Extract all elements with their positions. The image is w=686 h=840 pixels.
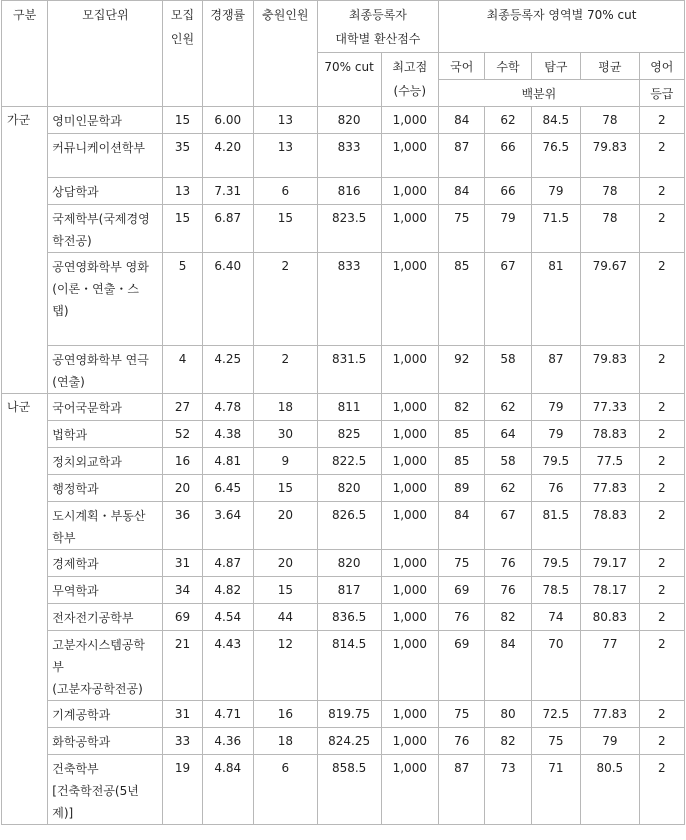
math-cell: 62 [485, 107, 531, 134]
avg-cell: 79.17 [581, 550, 640, 577]
quota-cell: 34 [163, 577, 202, 604]
avg-cell: 79.67 [581, 253, 640, 346]
cut70-cell: 820 [317, 550, 381, 577]
math-cell: 82 [485, 604, 531, 631]
kor-cell: 87 [439, 755, 485, 825]
eng-cell: 2 [639, 205, 684, 253]
eng-cell: 2 [639, 604, 684, 631]
unit-cell: 화학공학과 [48, 728, 163, 755]
quota-cell: 52 [163, 421, 202, 448]
filled-cell: 15 [253, 475, 317, 502]
header-percentile: 백분위 [439, 80, 640, 107]
inq-cell: 78.5 [531, 577, 580, 604]
max-cell: 1,000 [381, 755, 439, 825]
cut70-cell: 858.5 [317, 755, 381, 825]
eng-cell: 2 [639, 178, 684, 205]
header-ratio: 경쟁률 [202, 1, 253, 107]
cut70-cell: 822.5 [317, 448, 381, 475]
quota-cell: 5 [163, 253, 202, 346]
table-row [2, 346, 685, 394]
eng-cell: 2 [639, 755, 684, 825]
inq-cell: 76.5 [531, 134, 580, 178]
unit-cell: 법학과 [48, 421, 163, 448]
inq-cell: 81.5 [531, 502, 580, 550]
quota-cell: 20 [163, 475, 202, 502]
inq-cell: 72.5 [531, 701, 580, 728]
ratio-cell: 4.84 [202, 755, 253, 825]
kor-cell: 85 [439, 448, 485, 475]
max-cell: 1,000 [381, 253, 439, 346]
math-cell: 79 [485, 205, 531, 253]
max-cell: 1,000 [381, 107, 439, 134]
max-cell: 1,000 [381, 701, 439, 728]
filled-cell: 6 [253, 755, 317, 825]
max-cell: 1,000 [381, 728, 439, 755]
cut70-cell: 819.75 [317, 701, 381, 728]
kor-cell: 87 [439, 134, 485, 178]
filled-cell: 13 [253, 107, 317, 134]
eng-cell: 2 [639, 134, 684, 178]
inq-cell: 79.5 [531, 448, 580, 475]
quota-cell: 36 [163, 502, 202, 550]
math-cell: 76 [485, 550, 531, 577]
eng-cell: 2 [639, 253, 684, 346]
math-cell: 73 [485, 755, 531, 825]
ratio-cell: 6.45 [202, 475, 253, 502]
eng-cell: 2 [639, 550, 684, 577]
eng-cell: 2 [639, 631, 684, 701]
unit-cell: 고분자시스템공학부 (고분자공학전공) [48, 631, 163, 701]
filled-cell: 2 [253, 253, 317, 346]
table-row [2, 502, 685, 550]
ratio-cell: 6.87 [202, 205, 253, 253]
filled-cell: 13 [253, 134, 317, 178]
inq-cell: 84.5 [531, 107, 580, 134]
filled-cell: 44 [253, 604, 317, 631]
filled-cell: 16 [253, 701, 317, 728]
kor-cell: 69 [439, 577, 485, 604]
kor-cell: 82 [439, 394, 485, 421]
table-row [2, 394, 685, 421]
ratio-cell: 4.25 [202, 346, 253, 394]
quota-cell: 15 [163, 107, 202, 134]
ratio-cell: 4.71 [202, 701, 253, 728]
inq-cell: 71.5 [531, 205, 580, 253]
filled-cell: 2 [253, 346, 317, 394]
unit-cell: 기계공학과 [48, 701, 163, 728]
ratio-cell: 4.20 [202, 134, 253, 178]
unit-cell: 국제학부(국제경영학전공) [48, 205, 163, 253]
cut70-cell: 824.25 [317, 728, 381, 755]
avg-cell: 79.83 [581, 134, 640, 178]
cut70-cell: 833 [317, 253, 381, 346]
header-grade: 등급 [639, 80, 684, 107]
avg-cell: 78.17 [581, 577, 640, 604]
eng-cell: 2 [639, 728, 684, 755]
eng-cell: 2 [639, 701, 684, 728]
math-cell: 58 [485, 448, 531, 475]
table-row [2, 421, 685, 448]
quota-cell: 13 [163, 178, 202, 205]
inq-cell: 79.5 [531, 550, 580, 577]
eng-cell: 2 [639, 502, 684, 550]
header-area-group: 최종등록자 영역별 70% cut [439, 1, 685, 53]
avg-cell: 80.5 [581, 755, 640, 825]
avg-cell: 77.83 [581, 701, 640, 728]
max-cell: 1,000 [381, 550, 439, 577]
filled-cell: 15 [253, 577, 317, 604]
ratio-cell: 6.00 [202, 107, 253, 134]
math-cell: 64 [485, 421, 531, 448]
math-cell: 76 [485, 577, 531, 604]
header-kor: 국어 [439, 53, 485, 80]
filled-cell: 30 [253, 421, 317, 448]
math-cell: 67 [485, 502, 531, 550]
inq-cell: 81 [531, 253, 580, 346]
quota-cell: 4 [163, 346, 202, 394]
ratio-cell: 4.82 [202, 577, 253, 604]
max-cell: 1,000 [381, 502, 439, 550]
kor-cell: 84 [439, 107, 485, 134]
avg-cell: 77.83 [581, 475, 640, 502]
quota-cell: 27 [163, 394, 202, 421]
ratio-cell: 4.87 [202, 550, 253, 577]
avg-cell: 77 [581, 631, 640, 701]
kor-cell: 69 [439, 631, 485, 701]
filled-cell: 20 [253, 550, 317, 577]
ratio-cell: 4.81 [202, 448, 253, 475]
table-row [2, 701, 685, 728]
table-row [2, 253, 685, 346]
header-score-group: 최종등록자 대학별 환산점수 [317, 1, 438, 53]
quota-cell: 35 [163, 134, 202, 178]
kor-cell: 75 [439, 701, 485, 728]
kor-cell: 84 [439, 502, 485, 550]
eng-cell: 2 [639, 577, 684, 604]
eng-cell: 2 [639, 448, 684, 475]
kor-cell: 89 [439, 475, 485, 502]
quota-cell: 33 [163, 728, 202, 755]
kor-cell: 75 [439, 550, 485, 577]
table-row [2, 448, 685, 475]
ratio-cell: 4.38 [202, 421, 253, 448]
cut70-cell: 814.5 [317, 631, 381, 701]
kor-cell: 75 [439, 205, 485, 253]
filled-cell: 18 [253, 394, 317, 421]
math-cell: 82 [485, 728, 531, 755]
quota-cell: 21 [163, 631, 202, 701]
math-cell: 62 [485, 475, 531, 502]
max-cell: 1,000 [381, 448, 439, 475]
avg-cell: 79 [581, 728, 640, 755]
ratio-cell: 4.36 [202, 728, 253, 755]
cut70-cell: 825 [317, 421, 381, 448]
eng-cell: 2 [639, 107, 684, 134]
max-cell: 1,000 [381, 134, 439, 178]
unit-cell: 공연영화학부 영화 (이론・연출・스탭) [48, 253, 163, 346]
header-max: 최고점 (수능) [381, 53, 439, 107]
quota-cell: 19 [163, 755, 202, 825]
inq-cell: 87 [531, 346, 580, 394]
max-cell: 1,000 [381, 178, 439, 205]
group-label: 나군 [2, 394, 48, 825]
filled-cell: 9 [253, 448, 317, 475]
group-label: 가군 [2, 107, 48, 394]
cut70-cell: 820 [317, 475, 381, 502]
header-avg: 평균 [581, 53, 640, 80]
quota-cell: 16 [163, 448, 202, 475]
math-cell: 84 [485, 631, 531, 701]
avg-cell: 77.33 [581, 394, 640, 421]
max-cell: 1,000 [381, 577, 439, 604]
ratio-cell: 4.54 [202, 604, 253, 631]
inq-cell: 70 [531, 631, 580, 701]
max-cell: 1,000 [381, 394, 439, 421]
header-filled: 충원인원 [253, 1, 317, 107]
avg-cell: 80.83 [581, 604, 640, 631]
filled-cell: 15 [253, 205, 317, 253]
math-cell: 62 [485, 394, 531, 421]
inq-cell: 79 [531, 421, 580, 448]
eng-cell: 2 [639, 421, 684, 448]
table-row [2, 178, 685, 205]
unit-cell: 공연영화학부 연극(연출) [48, 346, 163, 394]
table-row [2, 134, 685, 178]
ratio-cell: 4.43 [202, 631, 253, 701]
kor-cell: 92 [439, 346, 485, 394]
header-cut70: 70% cut [317, 53, 381, 107]
cut70-cell: 816 [317, 178, 381, 205]
avg-cell: 78 [581, 205, 640, 253]
table-row [2, 475, 685, 502]
unit-cell: 건축학부 [건축학전공(5년제)] [48, 755, 163, 825]
unit-cell: 국어국문학과 [48, 394, 163, 421]
header-gubun: 구분 [2, 1, 48, 107]
max-cell: 1,000 [381, 604, 439, 631]
filled-cell: 18 [253, 728, 317, 755]
table-row [2, 604, 685, 631]
table-body [2, 107, 685, 825]
filled-cell: 20 [253, 502, 317, 550]
cut70-cell: 811 [317, 394, 381, 421]
quota-cell: 31 [163, 550, 202, 577]
eng-cell: 2 [639, 346, 684, 394]
unit-cell: 도시계획・부동산학부 [48, 502, 163, 550]
eng-cell: 2 [639, 394, 684, 421]
unit-cell: 정치외교학과 [48, 448, 163, 475]
header-inquiry: 탐구 [531, 53, 580, 80]
max-cell: 1,000 [381, 421, 439, 448]
max-cell: 1,000 [381, 346, 439, 394]
admission-table [1, 0, 685, 825]
inq-cell: 74 [531, 604, 580, 631]
avg-cell: 79.83 [581, 346, 640, 394]
unit-cell: 전자전기공학부 [48, 604, 163, 631]
unit-cell: 커뮤니케이션학부 [48, 134, 163, 178]
table-row [2, 728, 685, 755]
header-eng: 영어 [639, 53, 684, 80]
cut70-cell: 833 [317, 134, 381, 178]
ratio-cell: 4.78 [202, 394, 253, 421]
cut70-cell: 826.5 [317, 502, 381, 550]
table-row [2, 107, 685, 134]
cut70-cell: 836.5 [317, 604, 381, 631]
inq-cell: 71 [531, 755, 580, 825]
ratio-cell: 3.64 [202, 502, 253, 550]
cut70-cell: 820 [317, 107, 381, 134]
cut70-cell: 823.5 [317, 205, 381, 253]
header-math: 수학 [485, 53, 531, 80]
kor-cell: 76 [439, 604, 485, 631]
max-cell: 1,000 [381, 475, 439, 502]
quota-cell: 69 [163, 604, 202, 631]
avg-cell: 78.83 [581, 421, 640, 448]
eng-cell: 2 [639, 475, 684, 502]
kor-cell: 85 [439, 253, 485, 346]
math-cell: 80 [485, 701, 531, 728]
max-cell: 1,000 [381, 631, 439, 701]
unit-cell: 무역학과 [48, 577, 163, 604]
avg-cell: 78 [581, 178, 640, 205]
unit-cell: 상담학과 [48, 178, 163, 205]
ratio-cell: 6.40 [202, 253, 253, 346]
avg-cell: 77.5 [581, 448, 640, 475]
math-cell: 66 [485, 178, 531, 205]
math-cell: 66 [485, 134, 531, 178]
kor-cell: 84 [439, 178, 485, 205]
max-cell: 1,000 [381, 205, 439, 253]
unit-cell: 행정학과 [48, 475, 163, 502]
table-row [2, 755, 685, 825]
header-unit: 모집단위 [48, 1, 163, 107]
ratio-cell: 7.31 [202, 178, 253, 205]
cut70-cell: 817 [317, 577, 381, 604]
cut70-cell: 831.5 [317, 346, 381, 394]
filled-cell: 12 [253, 631, 317, 701]
math-cell: 58 [485, 346, 531, 394]
unit-cell: 영미인문학과 [48, 107, 163, 134]
inq-cell: 79 [531, 178, 580, 205]
table-row [2, 631, 685, 701]
math-cell: 67 [485, 253, 531, 346]
table-row [2, 577, 685, 604]
table-row [2, 550, 685, 577]
kor-cell: 85 [439, 421, 485, 448]
quota-cell: 15 [163, 205, 202, 253]
kor-cell: 76 [439, 728, 485, 755]
inq-cell: 79 [531, 394, 580, 421]
inq-cell: 75 [531, 728, 580, 755]
avg-cell: 78.83 [581, 502, 640, 550]
filled-cell: 6 [253, 178, 317, 205]
avg-cell: 78 [581, 107, 640, 134]
unit-cell: 경제학과 [48, 550, 163, 577]
inq-cell: 76 [531, 475, 580, 502]
quota-cell: 31 [163, 701, 202, 728]
table-row [2, 205, 685, 253]
header-quota: 모집 인원 [163, 1, 202, 107]
